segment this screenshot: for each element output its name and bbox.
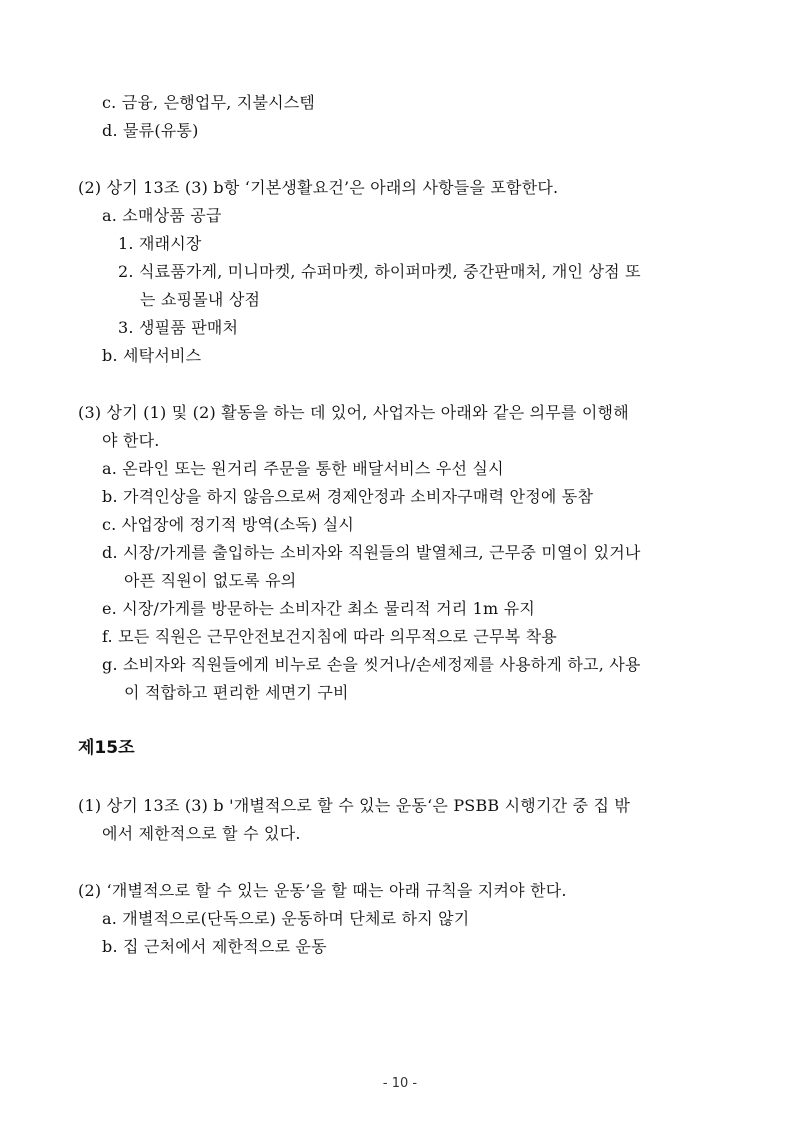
paragraph-2-heading: (2) 상기 13조 (3) b항 ‘기본생활요건’은 아래의 사항들을 포함한다.: [78, 178, 559, 197]
rule-item-b: b. 집 근처에서 제한적으로 운동: [102, 937, 327, 956]
duty-item-b: b. 가격인상을 하지 않음으로써 경제안정과 소비자구매력 안정에 동참: [102, 487, 594, 506]
duty-item-f: f. 모든 직원은 근무안전보건지침에 따라 의무적으로 근무복 착용: [102, 627, 557, 646]
duty-item-g-continued: 이 적합하고 편리한 세면기 구비: [124, 683, 349, 702]
list-item-b: b. 세탁서비스: [102, 346, 202, 365]
sublist-item-2: 2. 식료품가게, 미니마켓, 슈퍼마켓, 하이퍼마켓, 중간판매처, 개인 상점 또: [118, 262, 641, 281]
article-15-paragraph-1-continued: 에서 제한적으로 할 수 있다.: [102, 824, 301, 843]
duty-item-d: d. 시장/가게를 출입하는 소비자와 직원들의 발열체크, 근무중 미열이 있거나: [102, 543, 641, 562]
sublist-item-3: 3. 생필품 판매처: [118, 318, 239, 337]
paragraph-3-heading: (3) 상기 (1) 및 (2) 활동을 하는 데 있어, 사업자는 아래와 같은 의무를 이행해: [78, 403, 629, 422]
sublist-item-1: 1. 재래시장: [118, 234, 202, 253]
article-15-paragraph-1: (1) 상기 13조 (3) b '개별적으로 할 수 있는 운동‘은 PSBB 시행기간 중 집 밖: [78, 796, 631, 815]
article-15-paragraph-2: (2) ‘개별적으로 할 수 있는 운동’을 할 때는 아래 규칙을 지켜야 한다.: [78, 881, 567, 900]
list-item-a: a. 소매상품 공급: [102, 206, 222, 225]
page-number: - 10 -: [382, 1076, 418, 1091]
article-15-title: 제15조: [78, 738, 135, 758]
duty-item-e: e. 시장/가게를 방문하는 소비자간 최소 물리적 거리 1m 유지: [102, 599, 536, 618]
paragraph-3-heading-continued: 야 한다.: [102, 431, 160, 450]
list-item-d: d. 물류(유통): [102, 121, 199, 140]
duty-item-g: g. 소비자와 직원들에게 비누로 손을 씻거나/손세정제를 사용하게 하고, 사용: [102, 655, 641, 674]
duty-item-d-continued: 아픈 직원이 없도록 유의: [124, 571, 297, 590]
duty-item-a: a. 온라인 또는 원거리 주문을 통한 배달서비스 우선 실시: [102, 459, 504, 478]
sublist-item-2-continued: 는 쇼핑몰내 상점: [140, 290, 261, 309]
duty-item-c: c. 사업장에 정기적 방역(소독) 실시: [102, 515, 355, 534]
rule-item-a: a. 개별적으로(단독으로) 운동하며 단체로 하지 않기: [102, 909, 470, 928]
list-item-c: c. 금융, 은행업무, 지불시스템: [102, 93, 316, 112]
